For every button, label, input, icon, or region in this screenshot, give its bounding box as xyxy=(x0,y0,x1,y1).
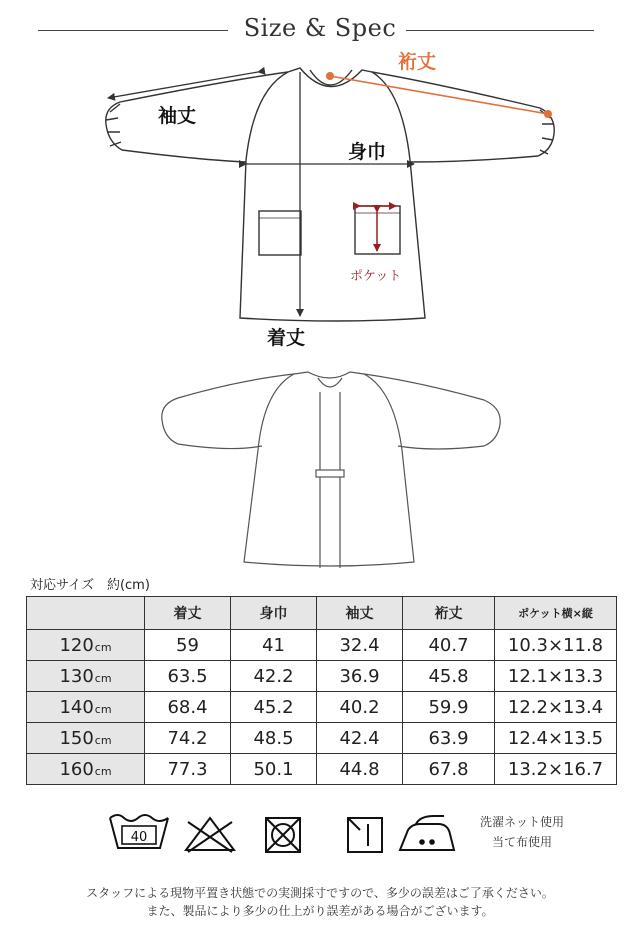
section-title: Size & Spec xyxy=(0,14,640,42)
header-yuki: 裄丈 xyxy=(403,597,495,630)
table-cell: 59.9 xyxy=(403,692,495,723)
line-dry-shade-icon xyxy=(348,818,382,852)
body-length-label: 着丈 xyxy=(267,327,306,349)
size-cell: 140cm xyxy=(27,692,145,723)
table-row xyxy=(27,630,617,661)
table-row xyxy=(27,692,617,723)
header-pocket: ポケット横×縦 xyxy=(495,597,617,630)
table-cell: 42.4 xyxy=(317,723,403,754)
table-cell: 10.3×11.8 xyxy=(495,630,617,661)
table-cell: 42.2 xyxy=(231,661,317,692)
table-cell: 40.7 xyxy=(403,630,495,661)
care-notes xyxy=(452,812,592,852)
size-cell: 130cm xyxy=(27,661,145,692)
table-cell: 59 xyxy=(145,630,231,661)
measurement-disclaimer xyxy=(0,884,640,920)
table-cell: 13.2×16.7 xyxy=(495,754,617,785)
table-cell: 41 xyxy=(231,630,317,661)
table-cell: 67.8 xyxy=(403,754,495,785)
table-cell: 77.3 xyxy=(145,754,231,785)
care-note-cloth: 当て布使用 xyxy=(491,835,552,849)
header-chest: 身巾 xyxy=(231,597,317,630)
table-cell: 74.2 xyxy=(145,723,231,754)
table-cell: 63.5 xyxy=(145,661,231,692)
pocket-label: ポケット xyxy=(350,269,402,284)
table-cell: 12.1×13.3 xyxy=(495,661,617,692)
header-corner xyxy=(27,597,145,630)
table-header-row xyxy=(27,597,617,630)
table-cell: 68.4 xyxy=(145,692,231,723)
wash-40-icon xyxy=(110,815,168,848)
yuki-label: 裄丈 xyxy=(398,51,437,73)
table-row xyxy=(27,754,617,785)
table-row xyxy=(27,723,617,754)
table-cell: 12.4×13.5 xyxy=(495,723,617,754)
table-cell: 50.1 xyxy=(231,754,317,785)
disclaimer-line-2: また、製品により多少の仕上がり誤差がある場合がございます。 xyxy=(146,904,494,918)
header-sleeve: 袖丈 xyxy=(317,597,403,630)
size-cell: 120cm xyxy=(27,630,145,661)
table-cell: 45.8 xyxy=(403,661,495,692)
disclaimer-line-1: スタッフによる現物平置き状態での実測採寸ですので、多少の誤差はご了承ください。 xyxy=(86,886,554,900)
table-cell: 32.4 xyxy=(317,630,403,661)
table-row xyxy=(27,661,617,692)
table-caption: 対応サイズ 約(cm) xyxy=(30,578,150,593)
table-cell: 48.5 xyxy=(231,723,317,754)
table-cell: 44.8 xyxy=(317,754,403,785)
table-cell: 45.2 xyxy=(231,692,317,723)
care-note-net: 洗濯ネット使用 xyxy=(479,815,564,829)
table-cell: 12.2×13.4 xyxy=(495,692,617,723)
chest-width-label: 身巾 xyxy=(348,141,387,163)
iron-medium-icon xyxy=(400,816,454,850)
size-cell: 160cm xyxy=(27,754,145,785)
table-cell: 40.2 xyxy=(317,692,403,723)
size-cell: 150cm xyxy=(27,723,145,754)
table-cell: 36.9 xyxy=(317,661,403,692)
back-view-smock xyxy=(162,372,500,568)
no-tumble-dry-icon xyxy=(266,818,300,852)
svg-text:40: 40 xyxy=(130,830,148,845)
sleeve-length-label: 袖丈 xyxy=(158,105,197,127)
no-bleach-icon xyxy=(186,818,234,852)
header-length: 着丈 xyxy=(145,597,231,630)
size-spec-table xyxy=(26,596,617,785)
table-cell: 63.9 xyxy=(403,723,495,754)
